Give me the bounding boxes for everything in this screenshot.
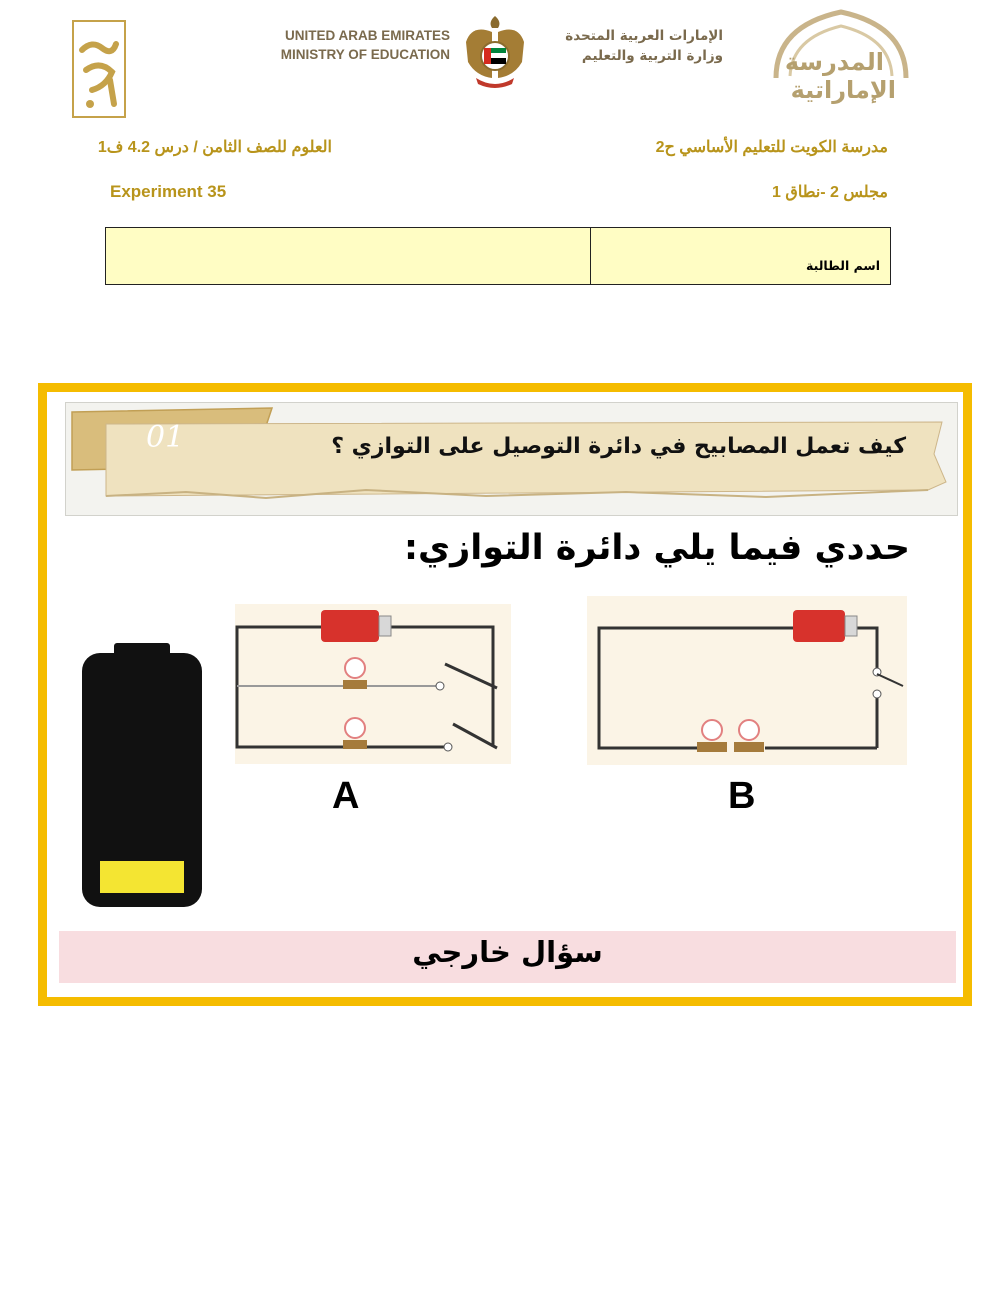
uae-name-ar: الإمارات العربية المتحدة: [565, 28, 723, 44]
bulb-a1-icon: [343, 658, 367, 689]
school-logo-line2: الإماراتية: [790, 76, 896, 104]
emirati-school-logo: [756, 8, 926, 104]
question-text: حددي فيما يلي دائرة التوازي:: [404, 528, 910, 568]
school-name: مدرسة الكويت للتعليم الأساسي ح2: [655, 139, 888, 156]
ministry-calligraphy-logo: [72, 20, 126, 118]
ministry-name-en: MINISTRY OF EDUCATION: [280, 47, 450, 62]
ministry-name-ar: وزارة التربية والتعليم: [581, 48, 723, 64]
student-name-field[interactable]: [106, 228, 591, 284]
banner-title: كيف تعمل المصابيح في دائرة التوصيل على التوازي ؟: [331, 434, 906, 459]
subject-lesson: العلوم للصف الثامن / درس 4.2 ف1: [97, 139, 332, 156]
external-question-label: سؤال خارجي: [412, 935, 603, 969]
battery-cell-b: [793, 610, 845, 642]
uae-ministry-english: [262, 26, 450, 64]
uae-ministry-arabic: [538, 26, 723, 66]
uae-name-en: UNITED ARAB EMIRATES: [285, 28, 450, 43]
circuit-b-diagram[interactable]: [587, 596, 907, 765]
circuit-a-diagram[interactable]: [235, 604, 511, 764]
battery-level-icon: [80, 643, 204, 909]
experiment-number: Experiment 35: [110, 182, 227, 201]
paper-ribbon-graphic: [66, 404, 956, 514]
battery-cell-a: [321, 610, 379, 642]
uae-emblem-icon: [462, 12, 528, 92]
student-name-table: [105, 227, 891, 285]
circuit-b-label: B: [728, 775, 756, 817]
school-logo-line1: المدرسة: [784, 48, 884, 76]
bulb-a2-icon: [343, 718, 367, 749]
circuit-a-label: A: [332, 775, 360, 817]
banner-number: 01: [146, 420, 185, 455]
council-range: مجلس 2 -نطاق 1: [772, 184, 888, 201]
battery-fill: [100, 861, 184, 893]
student-name-label: اسم الطالبة: [806, 258, 880, 273]
